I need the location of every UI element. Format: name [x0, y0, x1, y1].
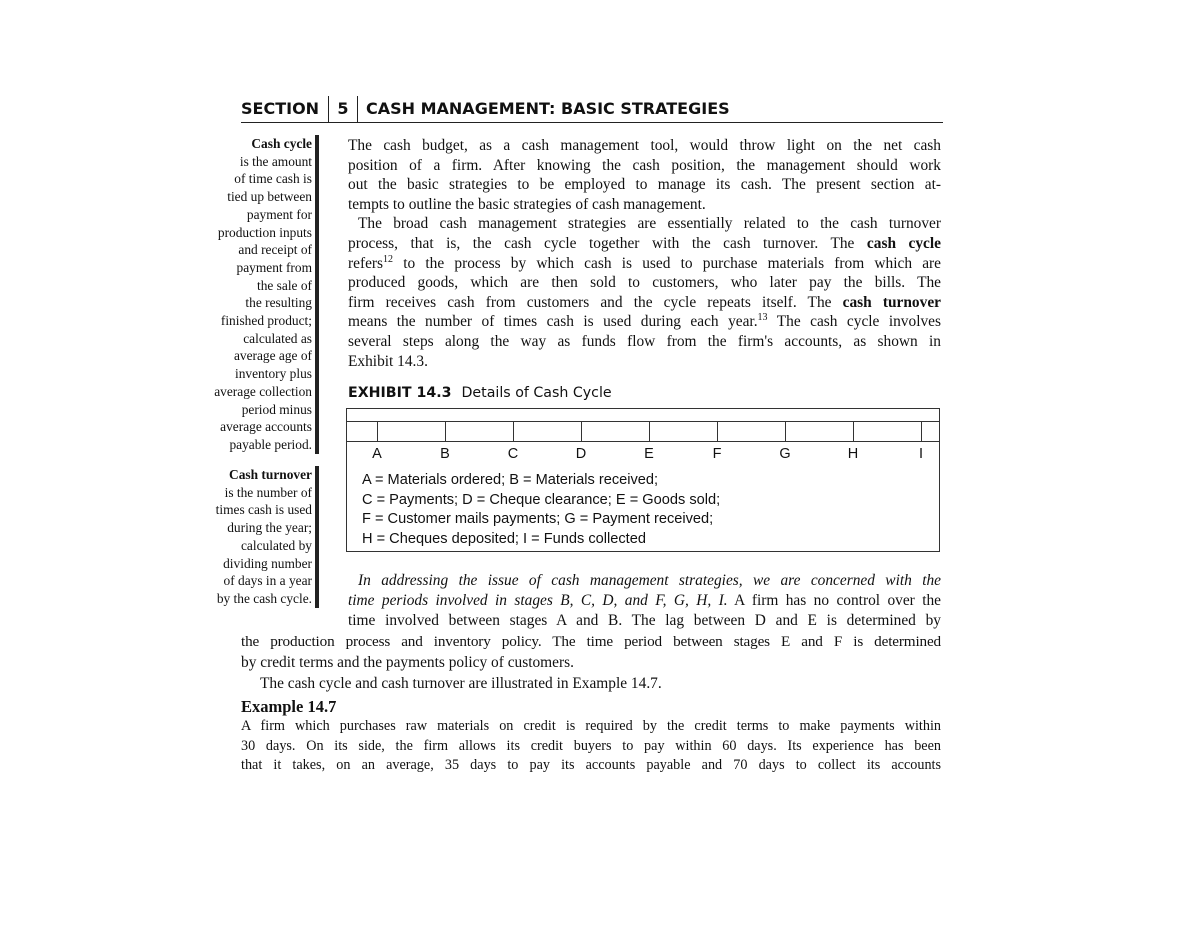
margin-note-line: payment from	[236, 259, 312, 275]
timeline-tick	[785, 421, 786, 442]
text-span: A firm has no control over the	[727, 592, 941, 609]
margin-note-line: inventory plus	[235, 366, 312, 382]
margin-note-line: average accounts	[220, 419, 312, 435]
section-label: SECTION	[241, 99, 320, 118]
margin-note-line: during the year;	[227, 520, 312, 536]
exhibit-caption: Details of Cash Cycle	[461, 385, 612, 401]
example-title: Example 14.7	[241, 697, 337, 716]
timeline-tick	[853, 421, 854, 442]
example-line: that it takes, on an average, 35 days to pay its accounts payable and 70 days to collect its accounts	[241, 757, 941, 773]
header-rule	[241, 122, 943, 123]
stage-label-b: B	[440, 446, 450, 462]
margin-note-line: calculated as	[243, 330, 312, 346]
margin-note-line: average age of	[233, 348, 312, 364]
timeline-tick	[581, 421, 582, 442]
body-line	[348, 254, 941, 274]
body-line: Exhibit 14.3.	[348, 352, 428, 370]
exhibit-number: EXHIBIT 14.3	[348, 385, 452, 401]
body-line: position of a firm. After knowing the cash position, the management should work	[348, 156, 941, 174]
timeline-tick	[717, 421, 718, 442]
stage-label-h: H	[847, 446, 859, 462]
margin-note-line: times cash is used	[215, 502, 312, 518]
example-line: A firm which purchases raw materials on credit is required by the credit terms to make payments within	[241, 718, 941, 734]
margin-note-line: payment for	[246, 206, 312, 222]
term-cash-turnover: cash turnover	[842, 293, 941, 311]
body-line: out the basic strategies to be employed to manage its cash. The present section at-	[348, 176, 941, 194]
footnote-ref: 12	[383, 253, 394, 265]
margin-note-line: tied up between	[227, 189, 312, 205]
margin-note-line: the resulting	[245, 295, 312, 311]
text-span: means the number of times cash is used during each year.	[348, 313, 758, 331]
margin-note-line: is the number of	[224, 484, 312, 500]
margin-note-cash-cycle	[192, 135, 319, 454]
body-line	[348, 312, 941, 332]
margin-note-line: of days in a year	[223, 573, 312, 589]
margin-note-line: average collection	[214, 383, 312, 399]
margin-note-line: period minus	[241, 401, 312, 417]
legend-line: H = Cheques deposited; I = Funds collected	[362, 530, 646, 547]
margin-note-line: of time cash is	[234, 171, 312, 187]
footnote-ref: 13	[757, 312, 768, 324]
body-line: time involved between stages A and B. The lag between D and E is determined by	[348, 612, 941, 629]
margin-note-line: and receipt of	[238, 242, 312, 258]
text-span: process, that is, the cash cycle together with the cash turnover. The	[348, 235, 867, 252]
margin-note-line: by the cash cycle.	[216, 590, 312, 606]
body-line: The cash cycle and cash turnover are illustrated in Example 14.7.	[260, 675, 662, 692]
stage-label-d: D	[575, 446, 587, 462]
margin-note-line: is the amount	[239, 153, 312, 169]
timeline-tick	[649, 421, 650, 442]
body-line	[358, 571, 941, 591]
stage-label-g: G	[779, 446, 791, 462]
body-line	[348, 591, 941, 611]
body-line	[348, 293, 941, 313]
text-span: to the process by which cash is used to purchase materials from which are	[393, 254, 941, 272]
stage-label-i: I	[918, 446, 924, 462]
timeline-tick	[445, 421, 446, 442]
section-number: 5	[328, 96, 358, 122]
stage-label-e: E	[644, 446, 654, 462]
body-line: The broad cash management strategies are essentially related to the cash turnover	[358, 215, 941, 233]
margin-note-term: Cash turnover	[229, 467, 312, 482]
body-line: the production process and inventory policy. The time period between stages E and F is determined	[241, 633, 941, 650]
margin-note-term: Cash cycle	[251, 136, 312, 151]
body-line	[348, 234, 941, 254]
margin-note-line: calculated by	[240, 537, 312, 553]
stage-label-a: A	[372, 446, 382, 462]
section-title: CASH MANAGEMENT: BASIC STRATEGIES	[366, 99, 730, 118]
term-cash-cycle: cash cycle	[866, 235, 941, 252]
body-line: produced goods, which are then sold to customers, who later pay the bills. The	[348, 274, 941, 292]
body-line: tempts to outline the basic strategies of cash management.	[348, 195, 706, 213]
body-line: by credit terms and the payments policy of customers.	[241, 654, 574, 671]
stage-label-f: F	[712, 446, 722, 462]
timeline-tick	[921, 421, 922, 442]
text-span: The cash cycle involves	[767, 313, 941, 331]
italic-span: In addressing the issue of cash management strategies, we are concerned with the	[358, 572, 941, 589]
margin-note-line: production inputs	[217, 224, 312, 240]
margin-note-line: dividing number	[223, 555, 312, 571]
legend-line: C = Payments; D = Cheque clearance; E = Goods sold;	[362, 491, 721, 508]
body-line: several steps along the way as funds flow from the firm's accounts, as shown in	[348, 333, 941, 350]
cash-cycle-timeline	[346, 421, 940, 442]
example-line: 30 days. On its side, the firm allows its credit buyers to pay within 60 days. Its experience has been	[241, 738, 941, 754]
margin-note-cash-turnover	[192, 466, 319, 608]
margin-note-line: the sale of	[256, 277, 312, 293]
exhibit-title	[348, 385, 612, 401]
body-line: The cash budget, as a cash management tool, would throw light on the net cash	[348, 137, 941, 154]
legend-line: A = Materials ordered; B = Materials received;	[362, 472, 659, 488]
margin-note-line: payable period.	[229, 436, 312, 452]
text-span: firm receives cash from customers and the cycle repeats itself. The	[348, 293, 843, 311]
italic-span: time periods involved in stages B, C, D, and F, G, H, I.	[348, 592, 728, 609]
timeline-tick	[377, 421, 378, 442]
stage-label-c: C	[507, 446, 519, 462]
exhibit-legend	[362, 471, 720, 549]
margin-note-line: finished product;	[220, 313, 312, 329]
legend-line: F = Customer mails payments; G = Payment received;	[362, 511, 714, 528]
text-span: refers	[348, 254, 384, 272]
timeline-tick	[513, 421, 514, 442]
